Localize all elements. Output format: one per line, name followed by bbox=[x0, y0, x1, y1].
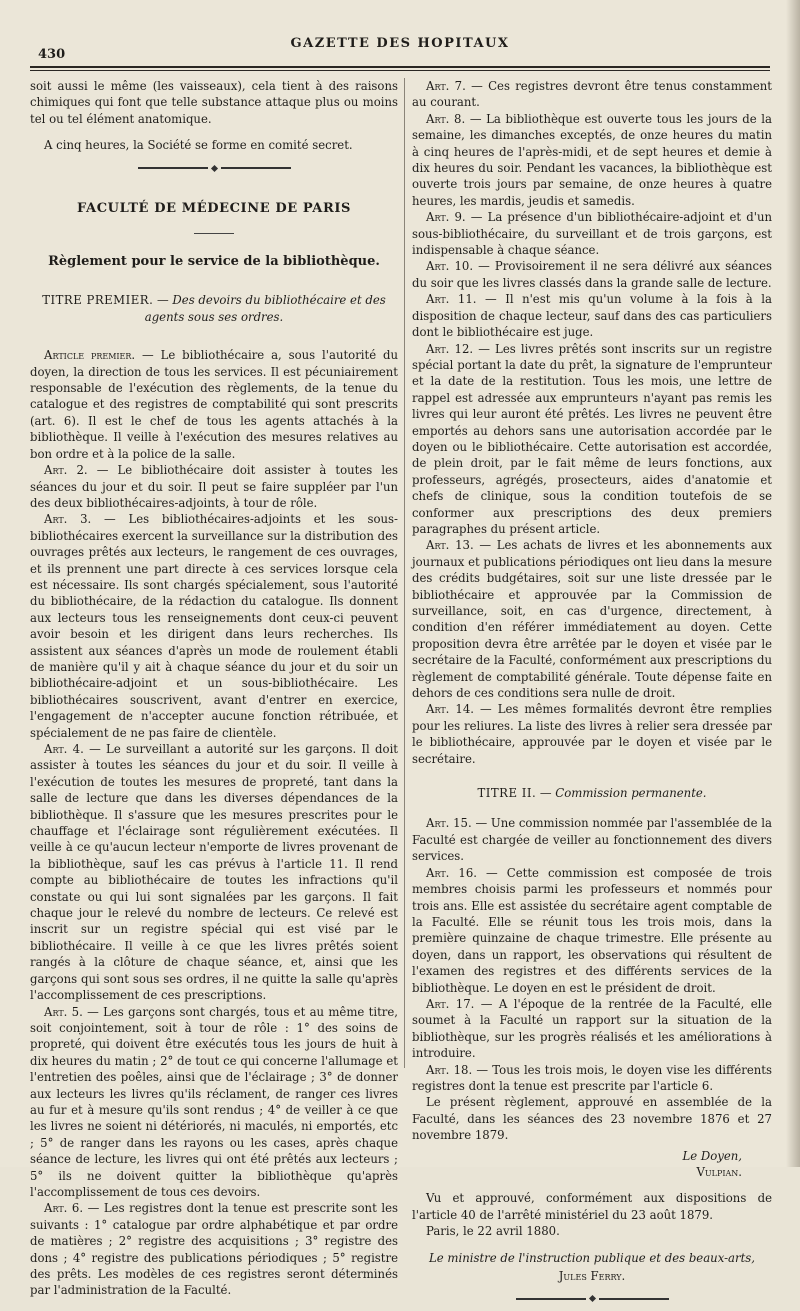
doyen-title: Le Doyen, bbox=[682, 1148, 742, 1163]
page-header bbox=[30, 30, 770, 64]
place-date: Paris, le 22 avril 1880. bbox=[426, 1224, 560, 1239]
article-paragraph bbox=[412, 291, 772, 340]
article-label: Art. 9. bbox=[426, 210, 466, 225]
article-label: Art. 18. bbox=[426, 1062, 473, 1077]
article-text: — Cette commission est composée de trois membres choisis parmi les professeurs et nommés pour trois ans. Elle est assistée du secrétaire agent comptable de la Faculté. Elle se réunit tous les trois mois, dans la première quinzaine de chaque trimestre. Elle présente au doyen, dans un rapport, les observations qui résultent de l'examen des registres et des différents services de la bibliothèque. Le doyen en est le président de droit. bbox=[412, 865, 772, 995]
article-label: Art. 14. bbox=[426, 702, 474, 717]
article-text: — Tous les trois mois, le doyen vise les différents registres dont la tenue est prescrite par l'article 6. bbox=[412, 1062, 772, 1093]
article-label: Art. 15. bbox=[426, 816, 472, 831]
article-paragraph bbox=[30, 462, 398, 511]
article-label: Art. 17. bbox=[426, 996, 475, 1011]
page-edge-shadow bbox=[786, 0, 800, 1167]
doyen-signature: Vulpian. bbox=[696, 1165, 742, 1179]
ornament-divider bbox=[412, 1296, 772, 1301]
titre-heading bbox=[412, 785, 772, 801]
article-paragraph bbox=[412, 78, 772, 111]
short-rule bbox=[194, 233, 234, 234]
article-label: Art. 12. bbox=[426, 341, 474, 356]
article-paragraph bbox=[30, 1004, 398, 1201]
article-title: Règlement pour le service de la bibliothèque. bbox=[48, 254, 380, 270]
article-text: — A l'époque de la rentrée de la Faculté, elle soumet à la Faculté un rapport sur la situation de la bibliothèque, sur les progrès réalisés et les améliorations à introduire. bbox=[412, 996, 772, 1061]
paragraph: soit aussi le même (les vaisseaux), cela tient à des raisons chimiques qui font que telle substance attaque plus ou moins tel ou tel élément anatomique. bbox=[30, 79, 398, 126]
article-paragraph bbox=[412, 996, 772, 1062]
article-paragraph bbox=[412, 865, 772, 996]
article-label: Art. 10. bbox=[426, 259, 474, 274]
titre-text: — Des devoirs du bibliothécaire et des agents sous ses ordres. bbox=[144, 293, 386, 324]
article-paragraph bbox=[412, 701, 772, 767]
article-text: — Les bibliothécaires-adjoints et les sous-bibliothécaires exercent la surveillance sur la distribution des ouvrages prêtés aux lecteurs, le rangement de ces ouvrages, et ils prennent une part directe à ces services lorsque cela est nécessaire. Ils sont chargés spécialement, sous l'autorité du bibliothécaire, de la rédaction du catalogue. Ils donnent aux lecteurs tous les renseignements dont ceux-ci peuvent avoir besoin et les dirigent dans leurs recherches. Ils assistent aux séances d'après un mode de roulement établi de manière qu'il y ait à chaque séance du jour et du soir un bibliothécaire-adjoint et un sous-bibliothécaire. Les bibliothécaires souscrivent, avant d'entrer en exercice, l'engagement de n'accepter aucune fonction rétribuée, et spécialement de ne pas faire de clientèle. bbox=[30, 512, 399, 740]
article-paragraph bbox=[412, 537, 772, 701]
article-text: — Le surveillant a autorité sur les garçons. Il doit assister à toutes les séances du jour et du soir. Il veille à l'exécution de toutes les mesures de propreté, tant dans la salle de lecture que dans les diverses dépendances de la bibliothèque. Il s'assure que les mesures prescrites pour le chauffage et l'éclairage sont régulièrement exécutées. Il veille à ce qu'aucun lecteur n'emporte de livres provenant de la bibliothèque, sauf les cas prévus à l'article 11. Il rend compte au bibliothécaire de toutes les infractions qu'il constate ou qui lui sont signalées par les garçons. Il fait chaque jour le relevé du nombre de lecteurs. Ce relevé est inscrit sur un registre spécial qui est visé par le bibliothécaire. Il veille à ce que les livres prêtés soient rangés à la clôture de chaque séance, et, ainsi que les garçons qui sont sous ses ordres, il ne quitte la salle qu'après l'accomplissement de ces prescriptions. bbox=[30, 742, 399, 1003]
article-paragraph bbox=[412, 1062, 772, 1095]
article-label: Art. 2. bbox=[44, 463, 88, 478]
article-text: — Provisoirement il ne sera délivré aux séances du soir que les livres classés dans la grande salle de lecture. bbox=[412, 259, 772, 290]
right-column bbox=[412, 78, 772, 1311]
article-text: — Les mêmes formalités devront être remplies pour les reliures. La liste des livres à relier sera dressée par le bibliothécaire, approuvée par le doyen et visée par le secrétaire. bbox=[412, 702, 772, 766]
article-text: — Ces registres devront être tenus constamment au courant. bbox=[412, 79, 772, 110]
article-paragraph bbox=[412, 209, 772, 258]
article-paragraph bbox=[30, 741, 398, 1004]
article-text: — Les livres prêtés sont inscrits sur un registre spécial portant la date du prêt, la signature de l'emprunteur et la date de la restitution. Tous les mois, une lettre de rappel est adressée aux emprunteurs n'ayant pas remis les livres qui leur auront été prêtés. Les livres ne peuvent être emportés au dehors sans une autorisation accordée par le doyen ou le bibliothécaire. Cette autorisation est accordée, de plein droit, par le fait même de leurs fonctions, aux professeurs, agrégés, prosecteurs, aides d'anatomie et chefs de clinique, sous la condition toutefois de se conformer aux prescriptions des deux premiers paragraphes du présent article. bbox=[412, 341, 772, 536]
article-label: Art. 13. bbox=[426, 538, 474, 553]
article-text: — La bibliothèque est ouverte tous les jours de la semaine, les dimanches exceptés, de onze heures du matin à cinq heures de l'après-midi, et de sept heures et demie à dix heures du soir. Pendant les vacances, la bibliothèque est ouverte trois jours par semaine, de onze heures à quatre heures, les mardis, jeudis et samedis. bbox=[412, 111, 772, 208]
article-paragraph bbox=[30, 347, 398, 462]
journal-title: GAZETTE DES HOPITAUX bbox=[290, 36, 510, 51]
approval-note: Vu et approuvé, conformément aux dispositions de l'article 40 de l'arrêté ministériel du 23 août 1879. bbox=[412, 1191, 772, 1222]
article-paragraph bbox=[30, 511, 398, 741]
article-text: — Les registres dont la tenue est prescrite sont les suivants : 1° catalogue par ordre alphabétique et par ordre de matières ; 2° registre des acquisitions ; 3° registre des dons ; 4° registre des publications périodiques ; 5° registre des prêts. Les modèles de ces registres seront déterminés par l'administration de la Faculté. bbox=[30, 1201, 398, 1298]
page-number: 430 bbox=[38, 47, 66, 62]
titre-label: TITRE II. bbox=[477, 786, 537, 801]
paragraph: A cinq heures, la Société se forme en comité secret. bbox=[44, 138, 353, 153]
article-label: Art. 11. bbox=[426, 292, 477, 307]
titre-text: — Commission permanente. bbox=[539, 786, 707, 801]
article-paragraph bbox=[412, 111, 772, 209]
article-label: Art. 7. bbox=[426, 79, 466, 93]
article-paragraph bbox=[412, 258, 772, 291]
ornament-divider bbox=[30, 166, 398, 171]
article-text: — Il n'est mis qu'un volume à la fois à la disposition de chaque lecteur, sauf dans des cas particuliers dont le bibliothécaire est juge. bbox=[412, 292, 772, 340]
minister-title: Le ministre de l'instruction publique et des beaux-arts, bbox=[428, 1250, 756, 1265]
article-text: — Le bibliothécaire a, sous l'autorité du doyen, la direction de tous les services. Il est pécuniairement responsable de l'exécution des règlements, de la tenue du catalogue et des registres de comptabilité qui sont prescrits (art. 6). Il est le chef de tous les agents attachés à la bibliothèque. Il veille à l'exécution des mesures relatives au bon ordre et à la police de la salle. bbox=[30, 348, 399, 461]
article-label: Art. 4. bbox=[44, 742, 84, 756]
article-text: — Le bibliothécaire doit assister à toutes les séances du jour et du soir. Il peut se faire suppléer par l'un des deux bibliothécaires-adjoints, à tour de rôle. bbox=[30, 463, 399, 510]
article-label: Art. 8. bbox=[426, 111, 466, 126]
article-label: Art. 6. bbox=[44, 1201, 84, 1216]
column-divider bbox=[404, 78, 405, 1068]
article-paragraph bbox=[412, 815, 772, 864]
article-text: — Les garçons sont chargés, tous et au même titre, soit conjointement, soit à tour de rôle : 1° des soins de propreté, qui doivent être exécutés tous les jours de huit à dix heures du matin ; 2° de tout ce qui concerne l'allumage et l'entretien des poêles, ainsi que de l'éclairage ; 3° de donner aux lecteurs les livres qu'ils réclament, de ranger ces livres au fur et à mesure qu'ils sont rendus ; 4° de veiller à ce que les livres ne soient ni détériorés, ni maculés, ni emportés, etc ; 5° de ranger dans les rayons ou les cases, après chaque séance de lecture, les livres qui ont été prêtés aux lecteurs ; 5° ils ne doivent quitter la bibliothèque qu'après l'accomplissement de tous ces devoirs. bbox=[30, 1004, 398, 1199]
article-paragraph bbox=[412, 341, 772, 538]
article-text: — La présence d'un bibliothécaire-adjoint et d'un sous-bibliothécaire, du surveillant et de trois garçons, est indispensable à chaque séance. bbox=[412, 210, 772, 258]
minister-signature: Jules Ferry. bbox=[558, 1269, 626, 1284]
article-label: Art. 3. bbox=[44, 512, 92, 527]
article-label: Article premier. bbox=[44, 348, 136, 363]
article-label: Art. 16. bbox=[426, 865, 477, 880]
approval-paragraph: Le présent règlement, approuvé en assemblée de la Faculté, dans les séances des 23 novembre 1876 et 27 novembre 1879. bbox=[412, 1095, 772, 1143]
header-rule-thick bbox=[30, 66, 770, 68]
article-paragraph bbox=[30, 1200, 398, 1298]
article-text: — Les achats de livres et les abonnements aux journaux et publications périodiques ont lieu dans la mesure des crédits budgétaires, soit sur une liste dressée par le bibliothécaire et approuvée par la Commission de surveillance, soit, en cas d'urgence, directement, à condition d'en référer immédiatement au doyen. Cette proposition devra être arrêtée par le doyen et visée par le secrétaire de la Faculté, conformément aux prescriptions du règlement de comptabilité générale. Toute dépense faite en dehors de ces conditions sera nulle de droit. bbox=[412, 538, 772, 701]
article-text: — Une commission nommée par l'assemblée de la Faculté est chargée de veiller au fonctionnement des divers services. bbox=[412, 816, 772, 864]
titre-heading bbox=[30, 292, 398, 325]
titre-label: TITRE PREMIER. bbox=[42, 293, 154, 308]
left-column bbox=[30, 78, 398, 1299]
section-heading: FACULTÉ DE MÉDECINE DE PARIS bbox=[76, 200, 352, 216]
header-rule-thin bbox=[30, 70, 770, 71]
article-label: Art. 5. bbox=[44, 1004, 83, 1019]
